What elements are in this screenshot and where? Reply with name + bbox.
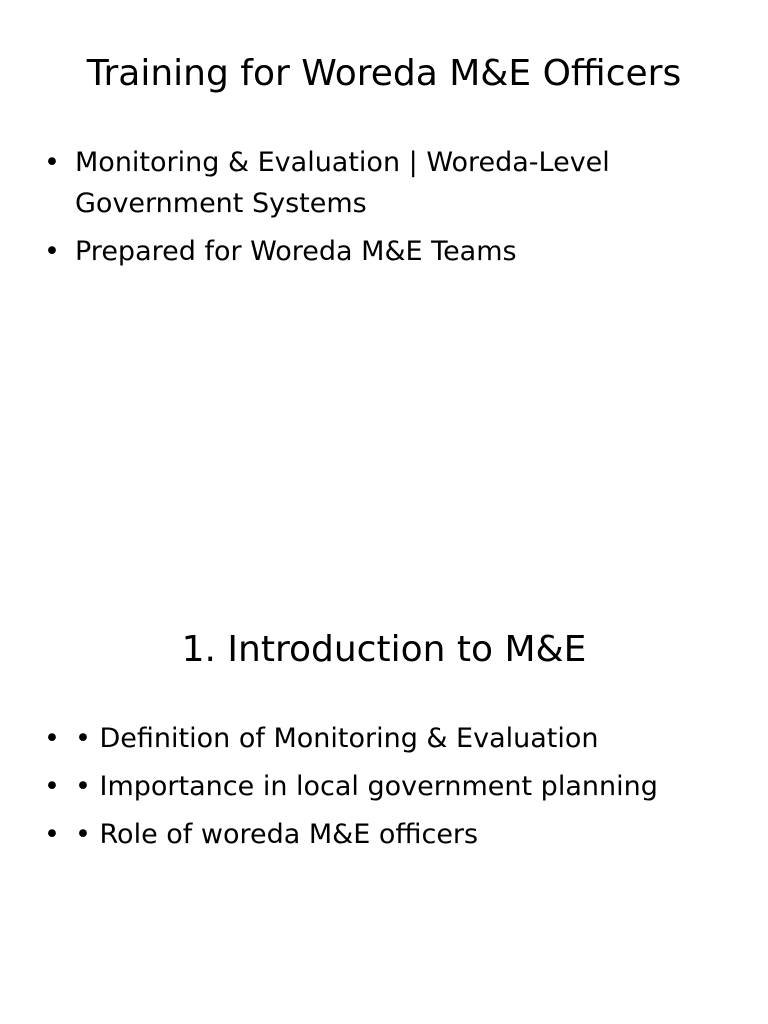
bullet-icon: • [44, 236, 60, 267]
slide-2 [0, 576, 768, 1024]
bullet-text: Monitoring & Evaluation | Woreda-Level Government Systems [75, 147, 610, 219]
bullet-item [44, 766, 704, 807]
bullet-icon: • [44, 723, 60, 754]
bullet-list [44, 142, 704, 279]
bullet-icon: • [44, 819, 60, 850]
slide-title: 1. Introduction to M&E [181, 629, 587, 670]
bullet-icon: • [44, 147, 60, 178]
slide-title: Training for Woreda M&E Officers [86, 53, 682, 94]
bullet-text: • Definition of Monitoring & Evaluation [75, 723, 599, 754]
bullet-text: • Importance in local government planning [75, 771, 658, 802]
bullet-item [44, 231, 704, 272]
bullet-item [44, 718, 704, 759]
bullet-list [44, 718, 704, 862]
bullet-item [44, 142, 704, 224]
bullet-icon: • [44, 771, 60, 802]
bullet-text: • Role of woreda M&E officers [75, 819, 479, 850]
bullet-text: Prepared for Woreda M&E Teams [75, 236, 517, 267]
bullet-item [44, 814, 704, 855]
